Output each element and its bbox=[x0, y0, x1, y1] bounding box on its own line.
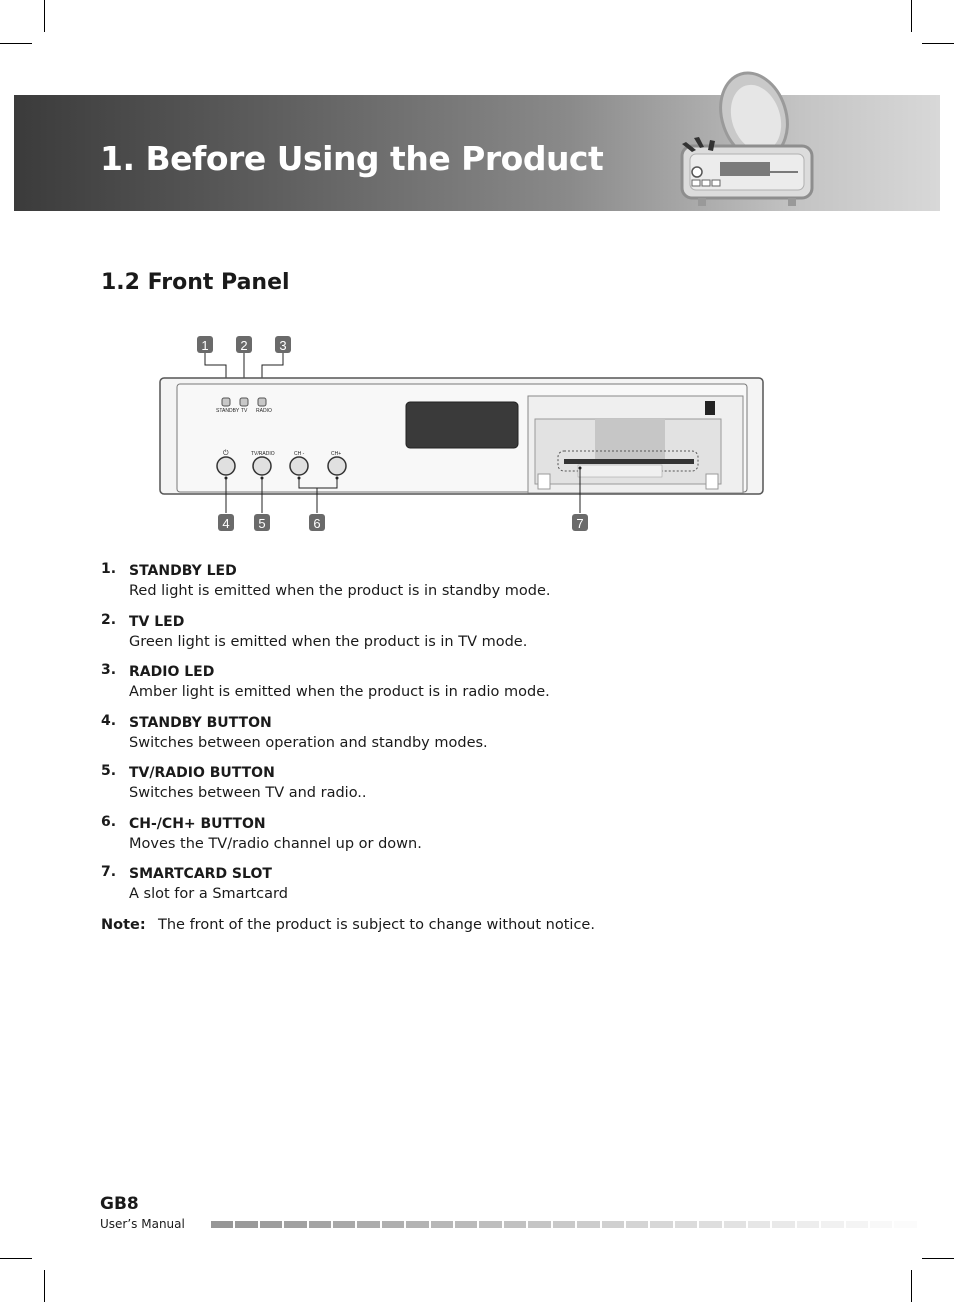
satellite-receiver-icon bbox=[664, 68, 824, 216]
item-number: 3. bbox=[101, 662, 117, 678]
item-number: 2. bbox=[101, 611, 117, 628]
list-item bbox=[101, 662, 861, 702]
callout-label: 4 bbox=[222, 516, 230, 531]
feature-list bbox=[101, 561, 861, 915]
list-item bbox=[101, 612, 861, 652]
footer-bar-segment bbox=[382, 1221, 404, 1228]
footer-bar-segment bbox=[870, 1221, 892, 1228]
callout-label: 2 bbox=[240, 338, 248, 353]
footer-bar-segment bbox=[406, 1221, 428, 1228]
item-number: 5. bbox=[101, 763, 117, 779]
footer-subtitle: User’s Manual bbox=[100, 1217, 185, 1231]
footer-bar-segment bbox=[431, 1221, 453, 1228]
item-number: 4. bbox=[101, 712, 117, 729]
footer-bar-segment bbox=[455, 1221, 477, 1228]
callout-label: 6 bbox=[313, 516, 321, 531]
callout-label: 5 bbox=[258, 516, 266, 531]
crop-mark bbox=[922, 43, 954, 44]
callout-1 bbox=[197, 336, 213, 353]
crop-mark bbox=[44, 0, 45, 32]
item-number: 1. bbox=[101, 561, 117, 577]
button-label-ch-minus: CH - bbox=[294, 451, 305, 457]
footer-bar-segment bbox=[772, 1221, 794, 1228]
footer-gradient-bar bbox=[211, 1221, 941, 1228]
item-description: Switches between operation and standby modes. bbox=[129, 734, 488, 751]
note-text: The front of the product is subject to change without notice. bbox=[158, 917, 595, 933]
footer-bar-segment bbox=[650, 1221, 672, 1228]
callout-label: 7 bbox=[576, 516, 584, 531]
footer-bar-segment bbox=[309, 1221, 331, 1228]
item-title: TV LED bbox=[129, 613, 185, 630]
button-label-tvradio: TV/RADIO bbox=[251, 451, 275, 457]
page-title: 1. Before Using the Product bbox=[100, 139, 604, 178]
footer-bar-segment bbox=[602, 1221, 624, 1228]
footer-bar-segment bbox=[211, 1221, 233, 1228]
footer-bar-segment bbox=[919, 1221, 941, 1228]
footer-bar-segment bbox=[894, 1221, 916, 1228]
list-item bbox=[101, 713, 861, 753]
footer-bar-segment bbox=[479, 1221, 501, 1228]
list-item bbox=[101, 561, 861, 601]
crop-mark bbox=[44, 1270, 45, 1302]
item-title: SMARTCARD SLOT bbox=[129, 866, 272, 882]
item-description: Red light is emitted when the product is in standby mode. bbox=[129, 583, 551, 599]
footer-bar-segment bbox=[699, 1221, 721, 1228]
callout-label: 3 bbox=[279, 338, 287, 353]
footer-bar-segment bbox=[748, 1221, 770, 1228]
item-number: 7. bbox=[101, 864, 117, 880]
footer-bar-segment bbox=[284, 1221, 306, 1228]
crop-mark bbox=[0, 43, 32, 44]
callout-5 bbox=[254, 514, 270, 531]
item-description: Switches between TV and radio.. bbox=[129, 785, 367, 801]
footer-bar-segment bbox=[821, 1221, 843, 1228]
item-title: STANDBY LED bbox=[129, 563, 237, 579]
item-title: RADIO LED bbox=[129, 664, 215, 680]
led-label-radio: RADIO bbox=[256, 408, 272, 414]
section-title: 1.2 Front Panel bbox=[101, 270, 290, 295]
led-label-tv: TV bbox=[241, 408, 248, 414]
item-title: TV/RADIO BUTTON bbox=[129, 765, 275, 781]
callout-3 bbox=[275, 336, 291, 353]
note-label: Note: bbox=[101, 917, 146, 933]
crop-mark bbox=[911, 1270, 912, 1302]
callout-2 bbox=[236, 336, 252, 353]
callout-label: 1 bbox=[201, 338, 209, 353]
list-item bbox=[101, 864, 861, 904]
footer-bar-segment bbox=[235, 1221, 257, 1228]
footer-bar-segment bbox=[846, 1221, 868, 1228]
footer-bar-segment bbox=[333, 1221, 355, 1228]
footer-bar-segment bbox=[797, 1221, 819, 1228]
footer-bar-segment bbox=[528, 1221, 550, 1228]
item-title: CH-/CH+ BUTTON bbox=[129, 815, 266, 832]
footer-bar-segment bbox=[504, 1221, 526, 1228]
item-number: 6. bbox=[101, 813, 117, 830]
item-title: STANDBY BUTTON bbox=[129, 714, 272, 731]
button-label-ch-plus: CH+ bbox=[331, 451, 342, 457]
footer-bar-segment bbox=[675, 1221, 697, 1228]
footer-bar-segment bbox=[357, 1221, 379, 1228]
footer-bar-segment bbox=[724, 1221, 746, 1228]
item-description: A slot for a Smartcard bbox=[129, 886, 288, 902]
note bbox=[101, 917, 595, 933]
crop-mark bbox=[922, 1258, 954, 1259]
list-item bbox=[101, 814, 861, 854]
front-panel-diagram bbox=[150, 325, 780, 540]
callout-7 bbox=[572, 514, 588, 531]
item-description: Amber light is emitted when the product is in radio mode. bbox=[129, 684, 550, 700]
list-item bbox=[101, 763, 861, 803]
crop-mark bbox=[911, 0, 912, 32]
item-description: Moves the TV/radio channel up or down. bbox=[129, 835, 422, 852]
item-description: Green light is emitted when the product is in TV mode. bbox=[129, 633, 528, 650]
page-code: GB8 bbox=[100, 1194, 139, 1214]
footer-bar-segment bbox=[553, 1221, 575, 1228]
crop-mark bbox=[0, 1258, 32, 1259]
footer-bar-segment bbox=[626, 1221, 648, 1228]
led-label-standby: STANDBY bbox=[216, 408, 240, 414]
footer-bar-segment bbox=[577, 1221, 599, 1228]
footer-bar-segment bbox=[260, 1221, 282, 1228]
callout-6 bbox=[309, 514, 325, 531]
callout-4 bbox=[218, 514, 234, 531]
button-label-power: ⏻ bbox=[223, 450, 229, 457]
